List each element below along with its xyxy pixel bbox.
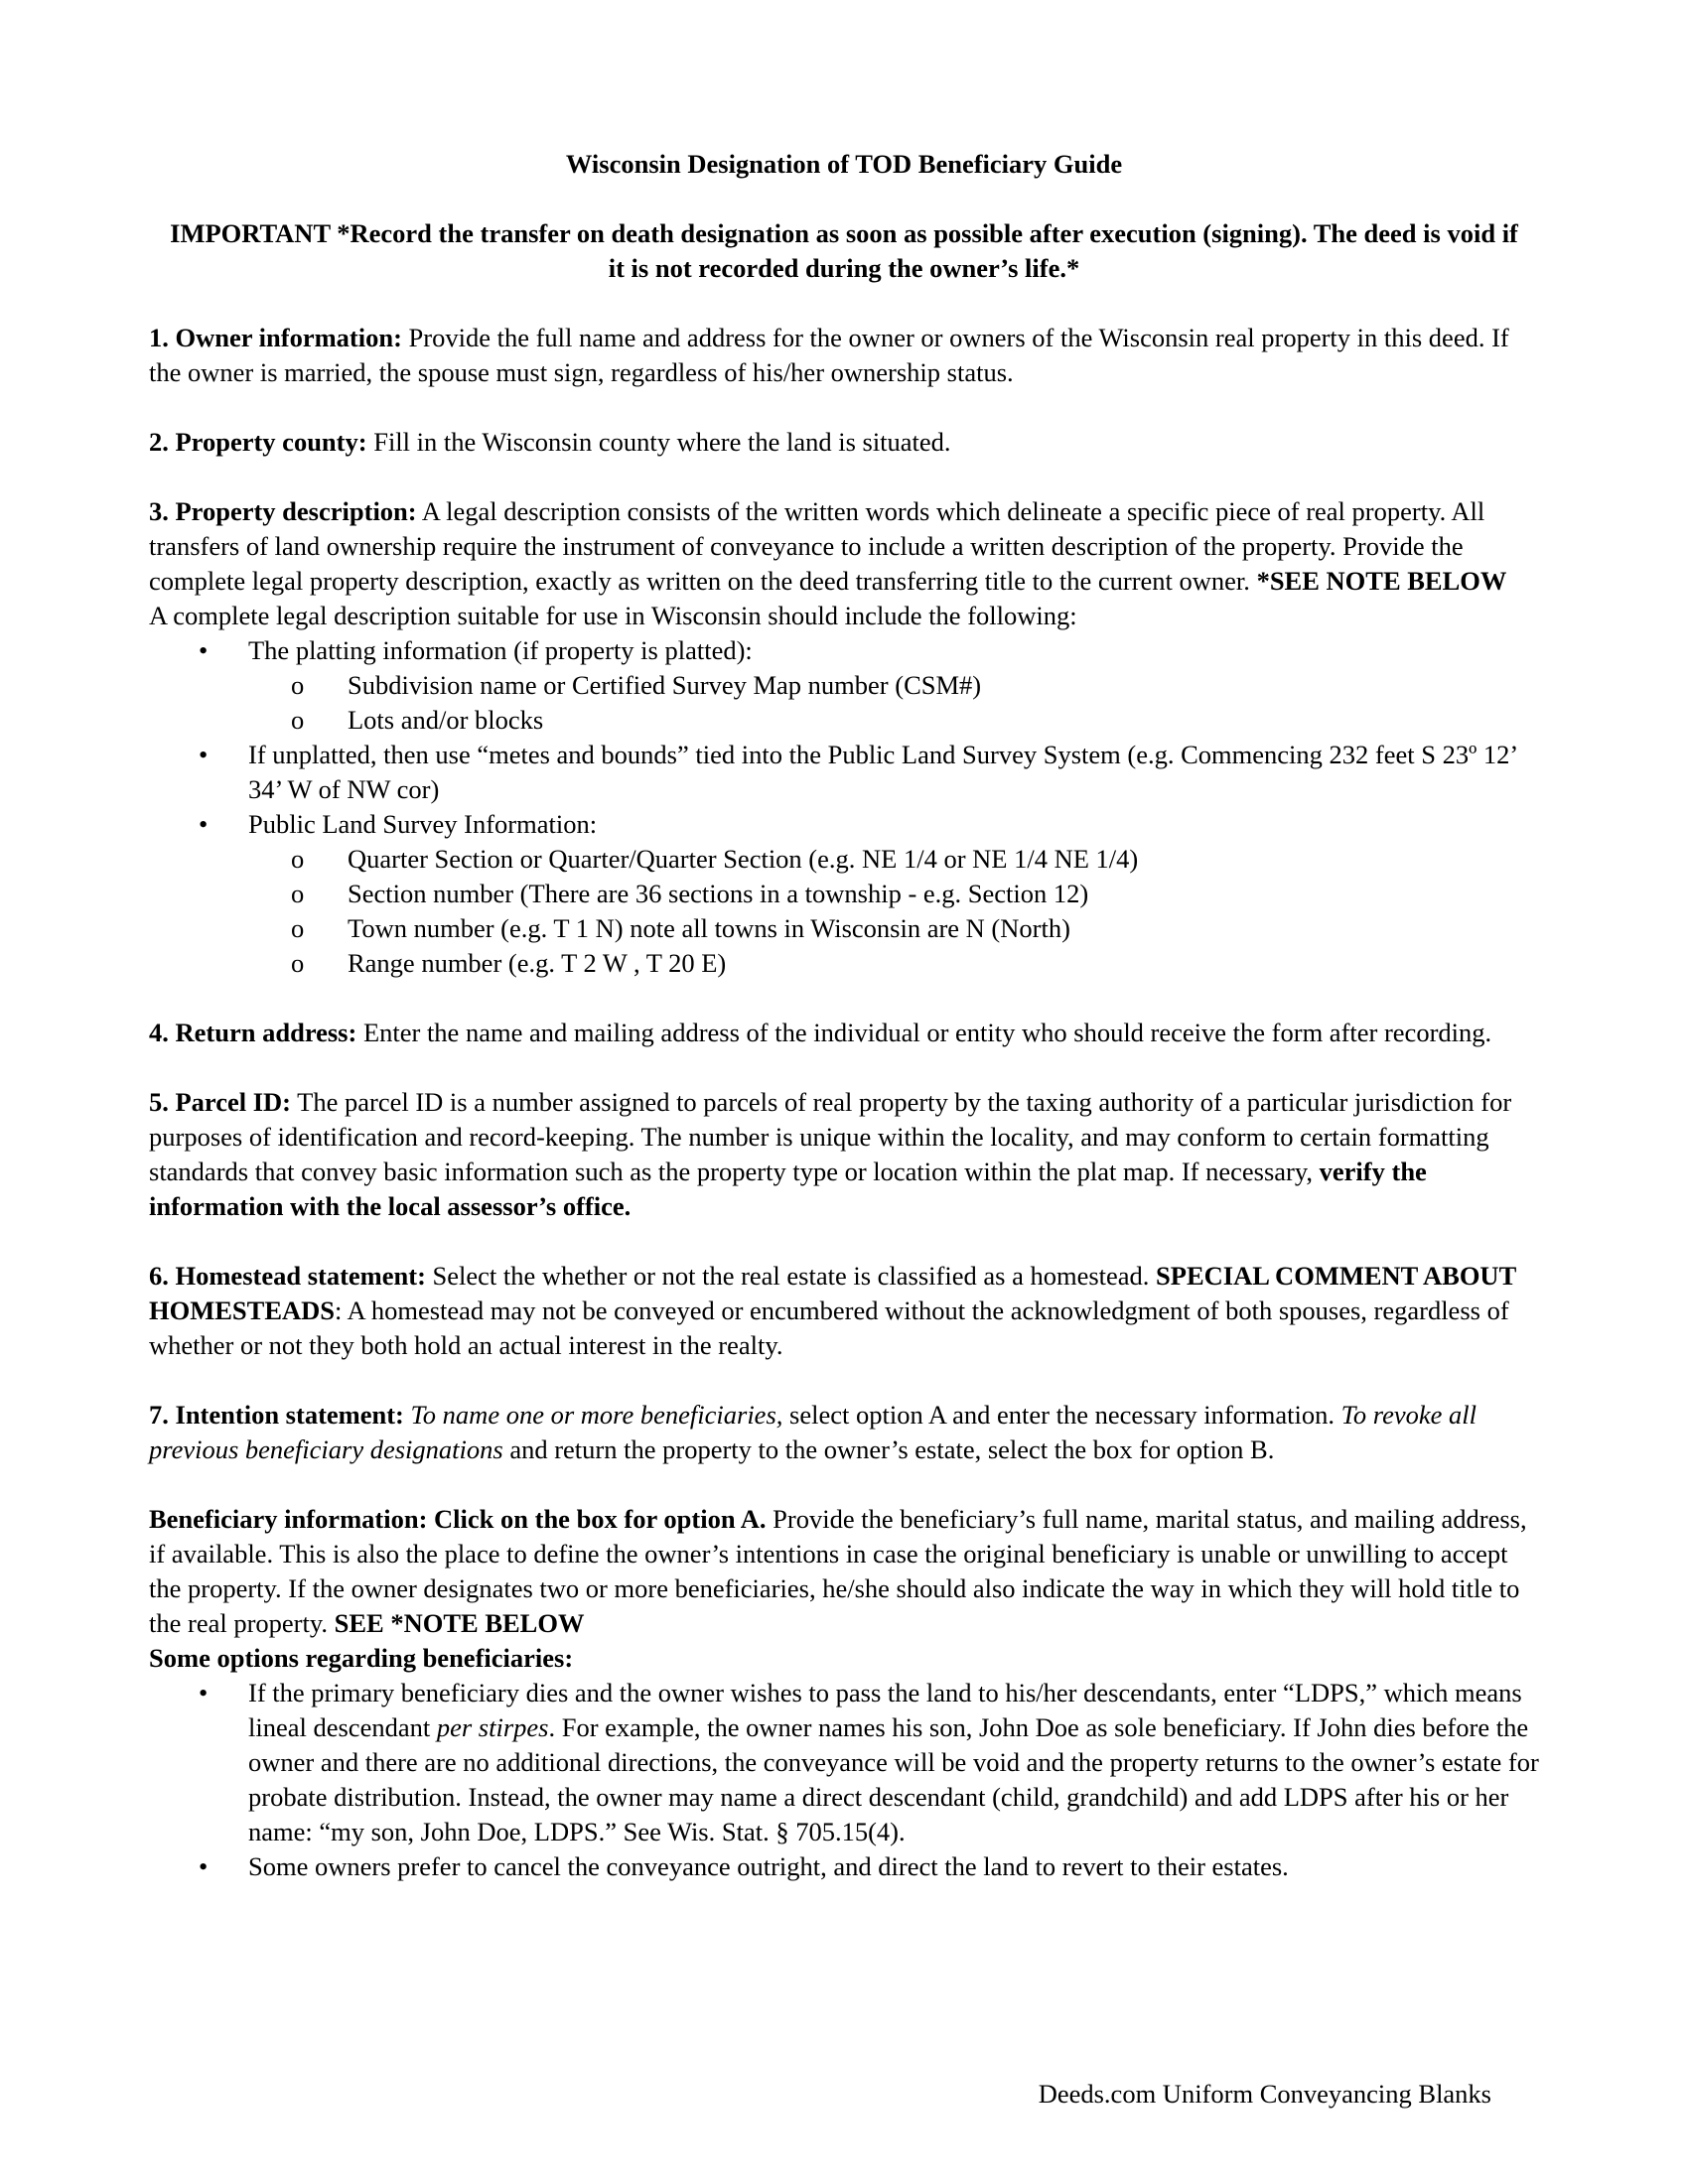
sub-list-item [248, 668, 1539, 703]
sub-list-item-text: Quarter Section or Quarter/Quarter Section (e.g. NE 1/4 or NE 1/4 NE 1/4) [348, 844, 1139, 874]
option-a-phrase: To name one or more beneficiaries, [410, 1400, 783, 1430]
circle-bullet-icon: o [291, 879, 305, 908]
section-text: The parcel ID is a number assigned to parcels of real property by the taxing authority of a particular jurisdiction for purposes of identification and record-keeping. The number is unique within the locality, and may conform to certain formatting standards that convey basic information such as the property type or location within the plat map. If necessary, [149, 1087, 1512, 1186]
list-item-text-rest: . For example, the owner names his son, John Doe as sole beneficiary. If John dies before the owner and there are no additional directions, the conveyance will be void and the property returns to the owner’s estate for probate distribution. Instead, the owner may name a direct descendant (child, grandchild) and add LDPS after his or her name: “my son, John Doe, LDPS.” See Wis. Stat. § 705.15(4). [248, 1712, 1539, 1846]
section-label: 6. Homestead statement: [149, 1261, 426, 1291]
section-beneficiary-information [149, 1502, 1539, 1884]
option-b-phrase: To revoke all previous beneficiary designations [149, 1400, 1477, 1464]
sub-list-item-text: Subdivision name or Certified Survey Map number (CSM#) [348, 670, 982, 700]
section-text: Enter the name and mailing address of the individual or entity who should receive the form after recording. [356, 1018, 1492, 1047]
sub-list-item-text: Town number (e.g. T 1 N) note all towns in Wisconsin are N (North) [348, 913, 1070, 943]
section-property-county [149, 425, 1539, 460]
section-text: A legal description consists of the written words which delineate a specific piece of real property. All transfers of land ownership require the instrument of conveyance to include a written description of the property. Provide the complete legal property description, exactly as written on the deed transferring title to the current owner. [149, 496, 1485, 596]
section-text: select option A and enter the necessary information. [782, 1400, 1341, 1430]
section-label: 7. Intention statement: [149, 1400, 404, 1430]
list-item-text: Public Land Survey Information: [248, 809, 598, 839]
bullet-icon: • [199, 635, 209, 665]
section-label: 3. Property description: [149, 496, 417, 526]
section-text-rest: : A homestead may not be conveyed or encumbered without the acknowledgment of both spouses, regardless of whether or not they both hold an actual interest in the realty. [149, 1296, 1509, 1360]
sub-list-item [248, 703, 1539, 738]
list-item-text: The platting information (if property is platted): [248, 635, 753, 665]
bullet-icon: • [199, 809, 209, 839]
list-item-text: Some owners prefer to cancel the conveyance outright, and direct the land to revert to their estates. [248, 1851, 1289, 1881]
section-text: Fill in the Wisconsin county where the land is situated. [366, 427, 951, 457]
sub-list-item [248, 946, 1539, 981]
section-text: Provide the full name and address for the owner or owners of the Wisconsin real property in this deed. If the owner is married, the spouse must sign, regardless of his/her ownership status. [149, 323, 1509, 387]
section-text: Provide the beneficiary’s full name, marital status, and mailing address, if available. This is also the place to define the owner’s intentions in case the original beneficiary is unable or unwilling to accept the property. If the owner designates two or more beneficiaries, he/she should also indicate the way in which they will hold title to the real property. [149, 1504, 1527, 1638]
section-intention-statement [149, 1398, 1539, 1467]
assessor-note: verify the information with the local assessor’s office. [149, 1157, 1427, 1221]
page-footer: Deeds.com Uniform Conveyancing Blanks [1038, 2079, 1491, 2109]
section-text-rest: and return the property to the owner’s estate, select the box for option B. [502, 1434, 1275, 1464]
sub-list [248, 842, 1539, 981]
sub-list-item-text: Range number (e.g. T 2 W , T 20 E) [348, 948, 727, 978]
important-notice: IMPORTANT *Record the transfer on death designation as soon as possible after execution (signing). The deed is void if it is not recorded during the owner’s life.* [170, 218, 1518, 283]
see-note: *SEE NOTE BELOW [1256, 566, 1507, 596]
list-item [149, 1849, 1539, 1884]
list-item [149, 1676, 1539, 1849]
list-item [149, 633, 1539, 738]
section-label: 4. Return address: [149, 1018, 357, 1047]
section-label: 1. Owner information: [149, 323, 402, 352]
section-owner-information [149, 321, 1539, 390]
bullet-icon: • [199, 1678, 209, 1707]
see-note: SEE *NOTE BELOW [334, 1608, 585, 1638]
section-label: Beneficiary information: Click on the box for option A. [149, 1504, 767, 1534]
section-text: Select the whether or not the real estate is classified as a homestead. [425, 1261, 1157, 1291]
per-stirpes-term: per stirpes [436, 1712, 549, 1742]
legal-description-list [149, 633, 1539, 981]
sub-list-item [248, 911, 1539, 946]
list-item-text: If unplatted, then use “metes and bounds” tied into the Public Land Survey System (e.g. Commencing 232 feet S 23º 12’ 34’ W of NW cor) [248, 740, 1517, 804]
special-comment: SPECIAL COMMENT ABOUT HOMESTEADS [149, 1261, 1516, 1325]
section-homestead-statement [149, 1259, 1539, 1363]
sub-list [248, 668, 1539, 738]
list-item-text: If the primary beneficiary dies and the owner wishes to pass the land to his/her descendants, enter “LDPS,” which means lineal descendant [248, 1678, 1522, 1742]
options-heading: Some options regarding beneficiaries: [149, 1643, 574, 1673]
beneficiary-options-list [149, 1676, 1539, 1884]
circle-bullet-icon: o [291, 913, 305, 943]
sub-list-item-text: Section number (There are 36 sections in a township - e.g. Section 12) [348, 879, 1089, 908]
list-item [149, 738, 1539, 807]
bullet-icon: • [199, 740, 209, 769]
legal-description-intro: A complete legal description suitable for use in Wisconsin should include the following: [149, 601, 1077, 630]
section-label: 5. Parcel ID: [149, 1087, 292, 1117]
section-return-address [149, 1016, 1539, 1050]
circle-bullet-icon: o [291, 948, 305, 978]
document-body [149, 147, 1539, 1884]
section-label: 2. Property county: [149, 427, 367, 457]
section-parcel-id [149, 1085, 1539, 1224]
sub-list-item [248, 877, 1539, 911]
list-item [149, 807, 1539, 981]
bullet-icon: • [199, 1851, 209, 1881]
section-property-description [149, 494, 1539, 981]
page-title: Wisconsin Designation of TOD Beneficiary Guide [565, 149, 1123, 179]
sub-list-item [248, 842, 1539, 877]
sub-list-item-text: Lots and/or blocks [348, 705, 544, 735]
circle-bullet-icon: o [291, 670, 305, 700]
circle-bullet-icon: o [291, 705, 305, 735]
circle-bullet-icon: o [291, 844, 305, 874]
